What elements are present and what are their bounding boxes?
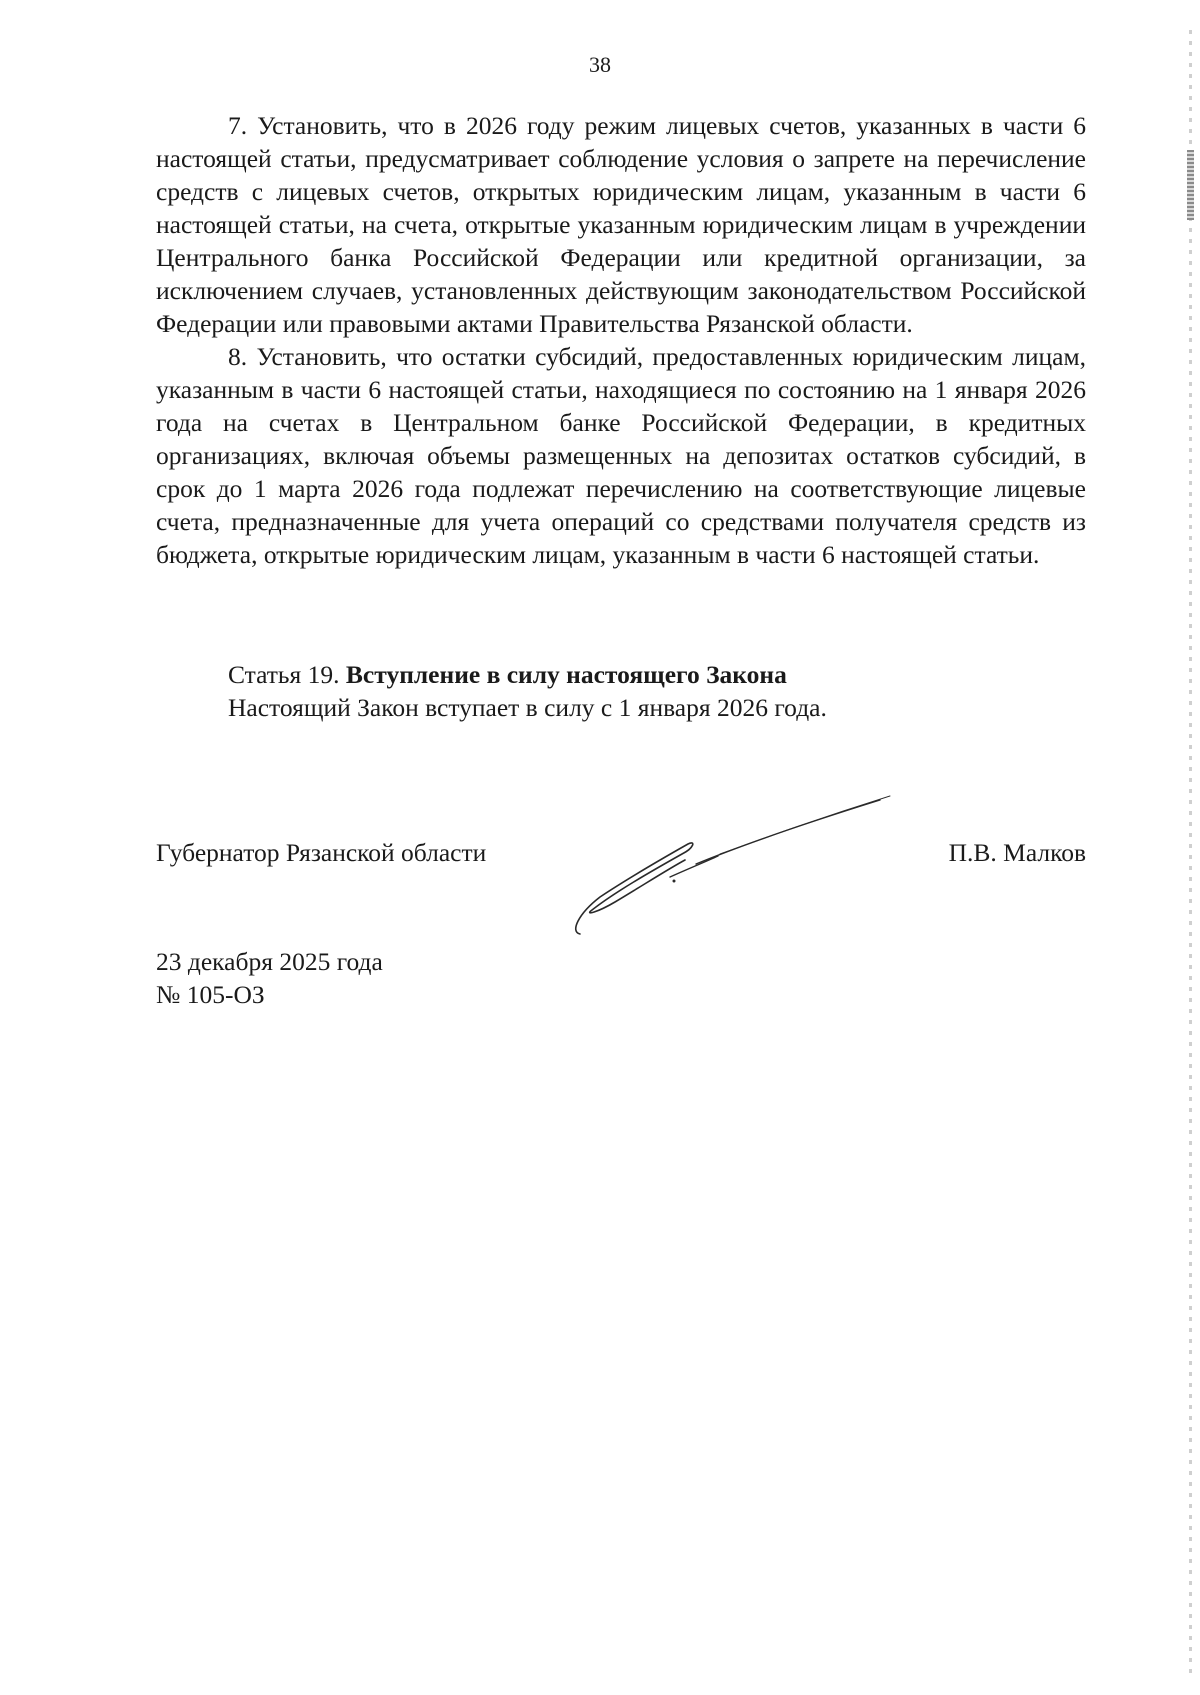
article-text: Настоящий Закон вступает в силу с 1 января 2026 года.: [228, 693, 827, 722]
paragraph-7: 7. Установить, что в 2026 году режим лицевых счетов, указанных в части 6 настоящей статьи, предусматривает соблюдение условия о запрете на перечисление средств с лицевых счетов, открытых юридическим лицам, указанным в части 6 настоящей статьи, на счета, открытые указанным юридическим лицам в учреждении Центрального банка Российской Федерации или кредитной организации, за исключением случаев, установленных действующим законодательством Российской Федерации или правовыми актами Правительства Рязанской области.: [156, 111, 1086, 338]
handwritten-signature: [570, 792, 900, 942]
document-meta: [156, 945, 383, 1011]
article-heading: [228, 658, 827, 691]
paragraph-8: 8. Установить, что остатки субсидий, предоставленных юридическим лицам, указанным в части 6 настоящей статьи, находящиеся по состоянию на 1 января 2026 года на счетах в Центральном банке Российской Федерации, в кредитных организациях, включая объемы размещенных на депозитах остатков субсидий, в срок до 1 марта 2026 года подлежат перечислению на соответствующие лицевые счета, предназначенные для учета операций со средствами получателя средств из бюджета, открытые юридическим лицам, указанным в части 6 настоящей статьи.: [156, 342, 1086, 569]
document-number: № 105-ОЗ: [156, 980, 265, 1009]
scan-edge-artifact: [1189, 30, 1192, 1680]
signatory-name: П.В. Малков: [948, 838, 1086, 867]
document-date: 23 декабря 2025 года: [156, 947, 383, 976]
article-19: [228, 658, 827, 724]
signatory-position: Губернатор Рязанской области: [156, 838, 487, 867]
article-label: Статья 19.: [228, 660, 340, 689]
scan-edge-mark: [1187, 150, 1194, 220]
document-body: [156, 109, 1086, 571]
article-title: Вступление в силу настоящего Закона: [345, 660, 787, 689]
page-number: 38: [589, 52, 611, 77]
